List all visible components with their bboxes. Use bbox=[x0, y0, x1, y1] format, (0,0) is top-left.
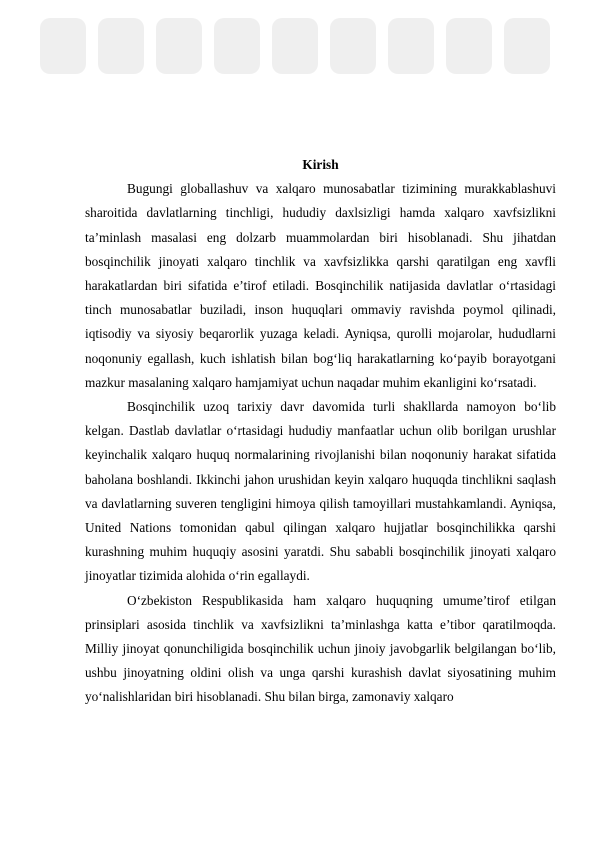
paragraph-3: O‘zbekiston Respublikasida ham xalqaro huquqning umume’tirof etilgan prinsiplari asosida tinchlik va xavfsizlikni ta’minlashga katta e’tibor qaratilmoqda. Milliy jinoyat qonunchiligida bosqinchilik uchun jinoiy javobgarlik belgilangan bo‘lib, ushbu jinoyatning oldini olish va unga qarshi kurashish davlat siyosatining muhim yo‘nalishlaridan biri hisoblanadi. Shu bilan birga, zamonaviy xalqaro bbox=[85, 592, 556, 705]
paragraph-1: Bugungi globallashuv va xalqaro munosabatlar tizimining murakkablashuvi sharoitida davlatlarning tinchligi, hududiy daxlsizligi hamda xalqaro xavfsizlikni ta’minlash masalasi eng dolzarb muammolardan biri hisoblanadi. Shu jihatdan bosqinchilik jinoyati xalqaro tinchlik va xavfsizlikka qarshi qaratilgan eng xavfli harakatlardan biri sifatida e’tirof etiladi. Bosqinchilik natijasida davlatlar o‘rtasidagi tinch munosabatlar buziladi, inson huquqlari ommaviy ravishda poymol qilinadi, iqtisodiy va siyosiy beqarorlik yuzaga keladi. Ayniqsa, qurolli mojarolar, hududlarni noqonuniy egallash, kuch ishlatish bilan bog‘liq harakatlarning ko‘payib borayotgani mazkur masalaning xalqaro hamjamiyat uchun naqadar muhim ekanligini ko‘rsatadi. bbox=[85, 181, 556, 390]
watermark-logo bbox=[40, 6, 555, 86]
document-body bbox=[85, 153, 556, 710]
paragraph-2: Bosqinchilik uzoq tarixiy davr davomida turli shakllarda namoyon bo‘lib kelgan. Dastlab davlatlar o‘rtasidagi hududiy manfaatlar uchun olib borilgan urushlar keyinchalik xalqaro huquq normalarining rivojlanishi bilan noqonuniy harakat sifatida baholana boshlandi. Ikkinchi jahon urushidan keyin xalqaro huquqda tinchlikni saqlash va davlatlarning suveren tengligini himoya qilish tamoyillari mustahkamlandi. Ayniqsa, United Nations tomonidan qabul qilingan xalqaro hujjatlar bosqinchilikka qarshi kurashning muhim huquqiy asosini yaratdi. Shu sababli bosqinchilik jinoyati xalqaro jinoyatlar tizimida alohida o‘rin egallaydi. bbox=[85, 399, 556, 584]
document-title: Kirish bbox=[302, 157, 339, 172]
